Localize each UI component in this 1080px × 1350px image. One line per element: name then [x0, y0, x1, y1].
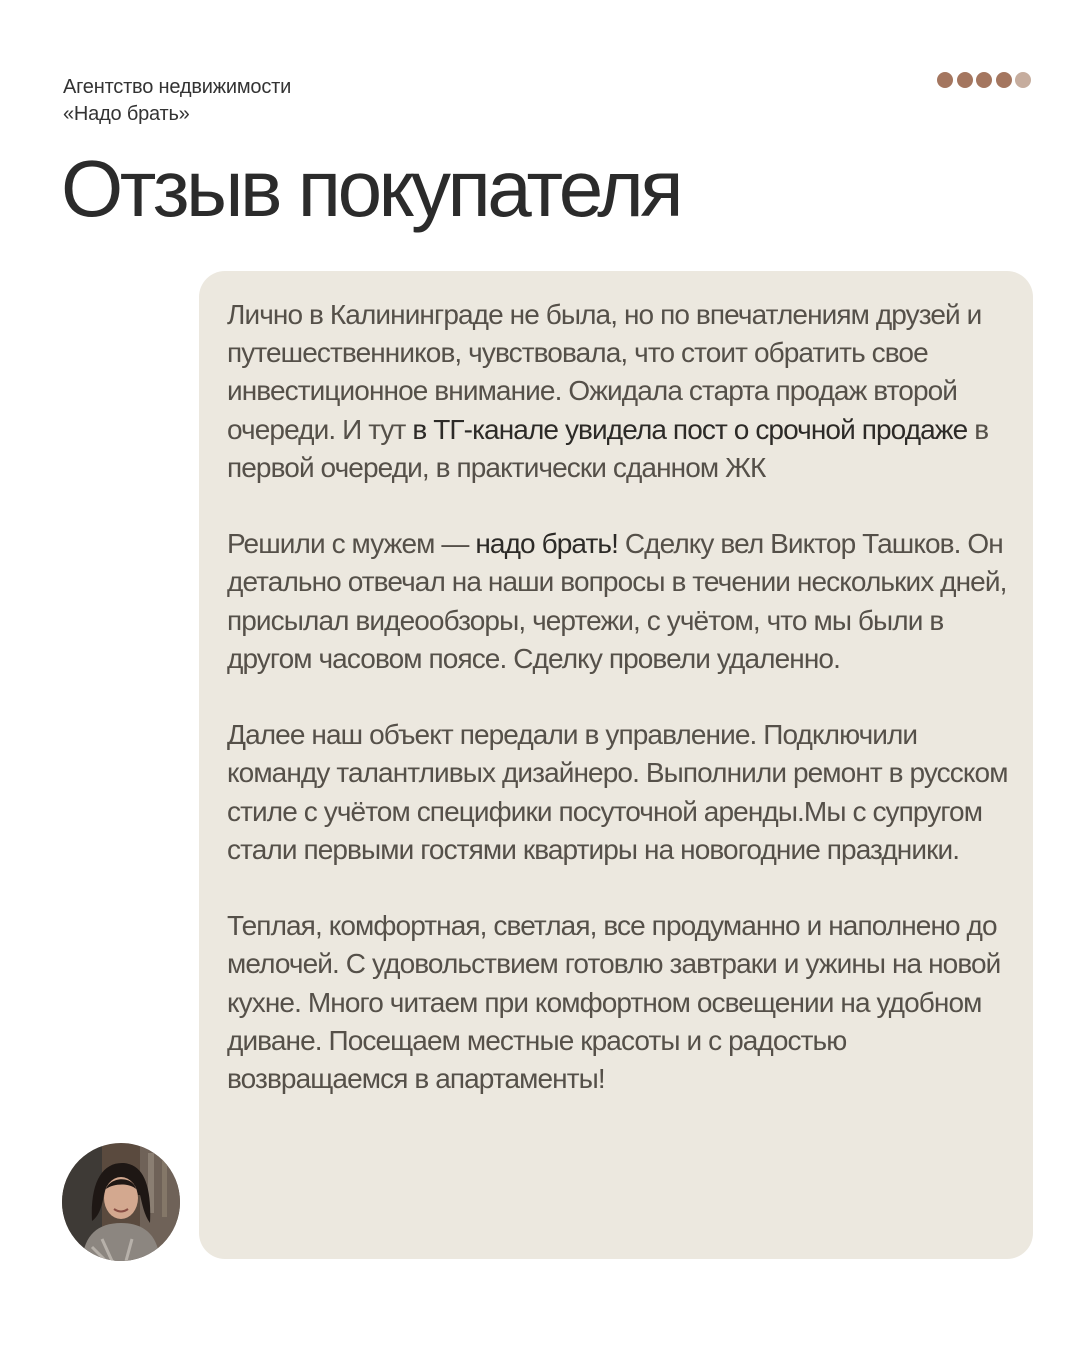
- review-highlight: надо брать!: [475, 528, 618, 560]
- agency-name-line1: Агентство недвижимости: [63, 76, 292, 98]
- pagination-dot: [957, 72, 973, 88]
- pagination-dots: [937, 72, 1031, 88]
- avatar-photo: [62, 1143, 180, 1261]
- review-paragraph-1: [227, 296, 1013, 487]
- review-text: Сделку вел Виктор Ташков. Он детально отвечал на наши вопросы в течении нескольких дней, присылал видеообзоры, чертежи, с учётом, что мы были в другом часовом поясе. Сделку провели удаленно.: [227, 528, 1007, 674]
- review-paragraph-4: Теплая, комфортная, светлая, все продуманно и наполнено до мелочей. С удовольствием готовлю завтраки и ужины на новой кухне. Много читаем при комфортном освещении на удобном диване. Посещаем местные красоты и с радостью возвращаемся в апартаменты!: [227, 910, 1001, 1095]
- page-title: Отзыв покупателя: [61, 144, 681, 233]
- agency-name-line2: «Надо брать»: [63, 103, 190, 125]
- review-paragraph-3: Далее наш объект передали в управление. Подключили команду талантливых дизайнеро. Выполнили ремонт в русском стиле с учётом специфики посуточной аренды.Мы с супругом стали первыми гостями квартиры на новогодние праздники.: [227, 719, 1008, 865]
- review-paragraph-2: [227, 525, 1013, 678]
- review-card: [199, 271, 1033, 1259]
- review-text: в первой очереди, в практически сданном ЖК: [227, 413, 989, 483]
- avatar: [62, 1143, 180, 1261]
- review-highlight: в ТГ-канале увидела пост о срочной продаже: [412, 413, 968, 445]
- pagination-dot: [1015, 72, 1031, 88]
- review-text: Лично в Калининграде не была, но по впечатлениям друзей и путешественников, чувствовала, что стоит обратить свое инвестиционное внимание. Ожидала старта продаж второй очереди. И тут: [227, 299, 982, 445]
- pagination-dot: [976, 72, 992, 88]
- pagination-dot: [937, 72, 953, 88]
- agency-name: [63, 74, 291, 128]
- review-text: Решили с мужем —: [227, 528, 476, 560]
- pagination-dot: [996, 72, 1012, 88]
